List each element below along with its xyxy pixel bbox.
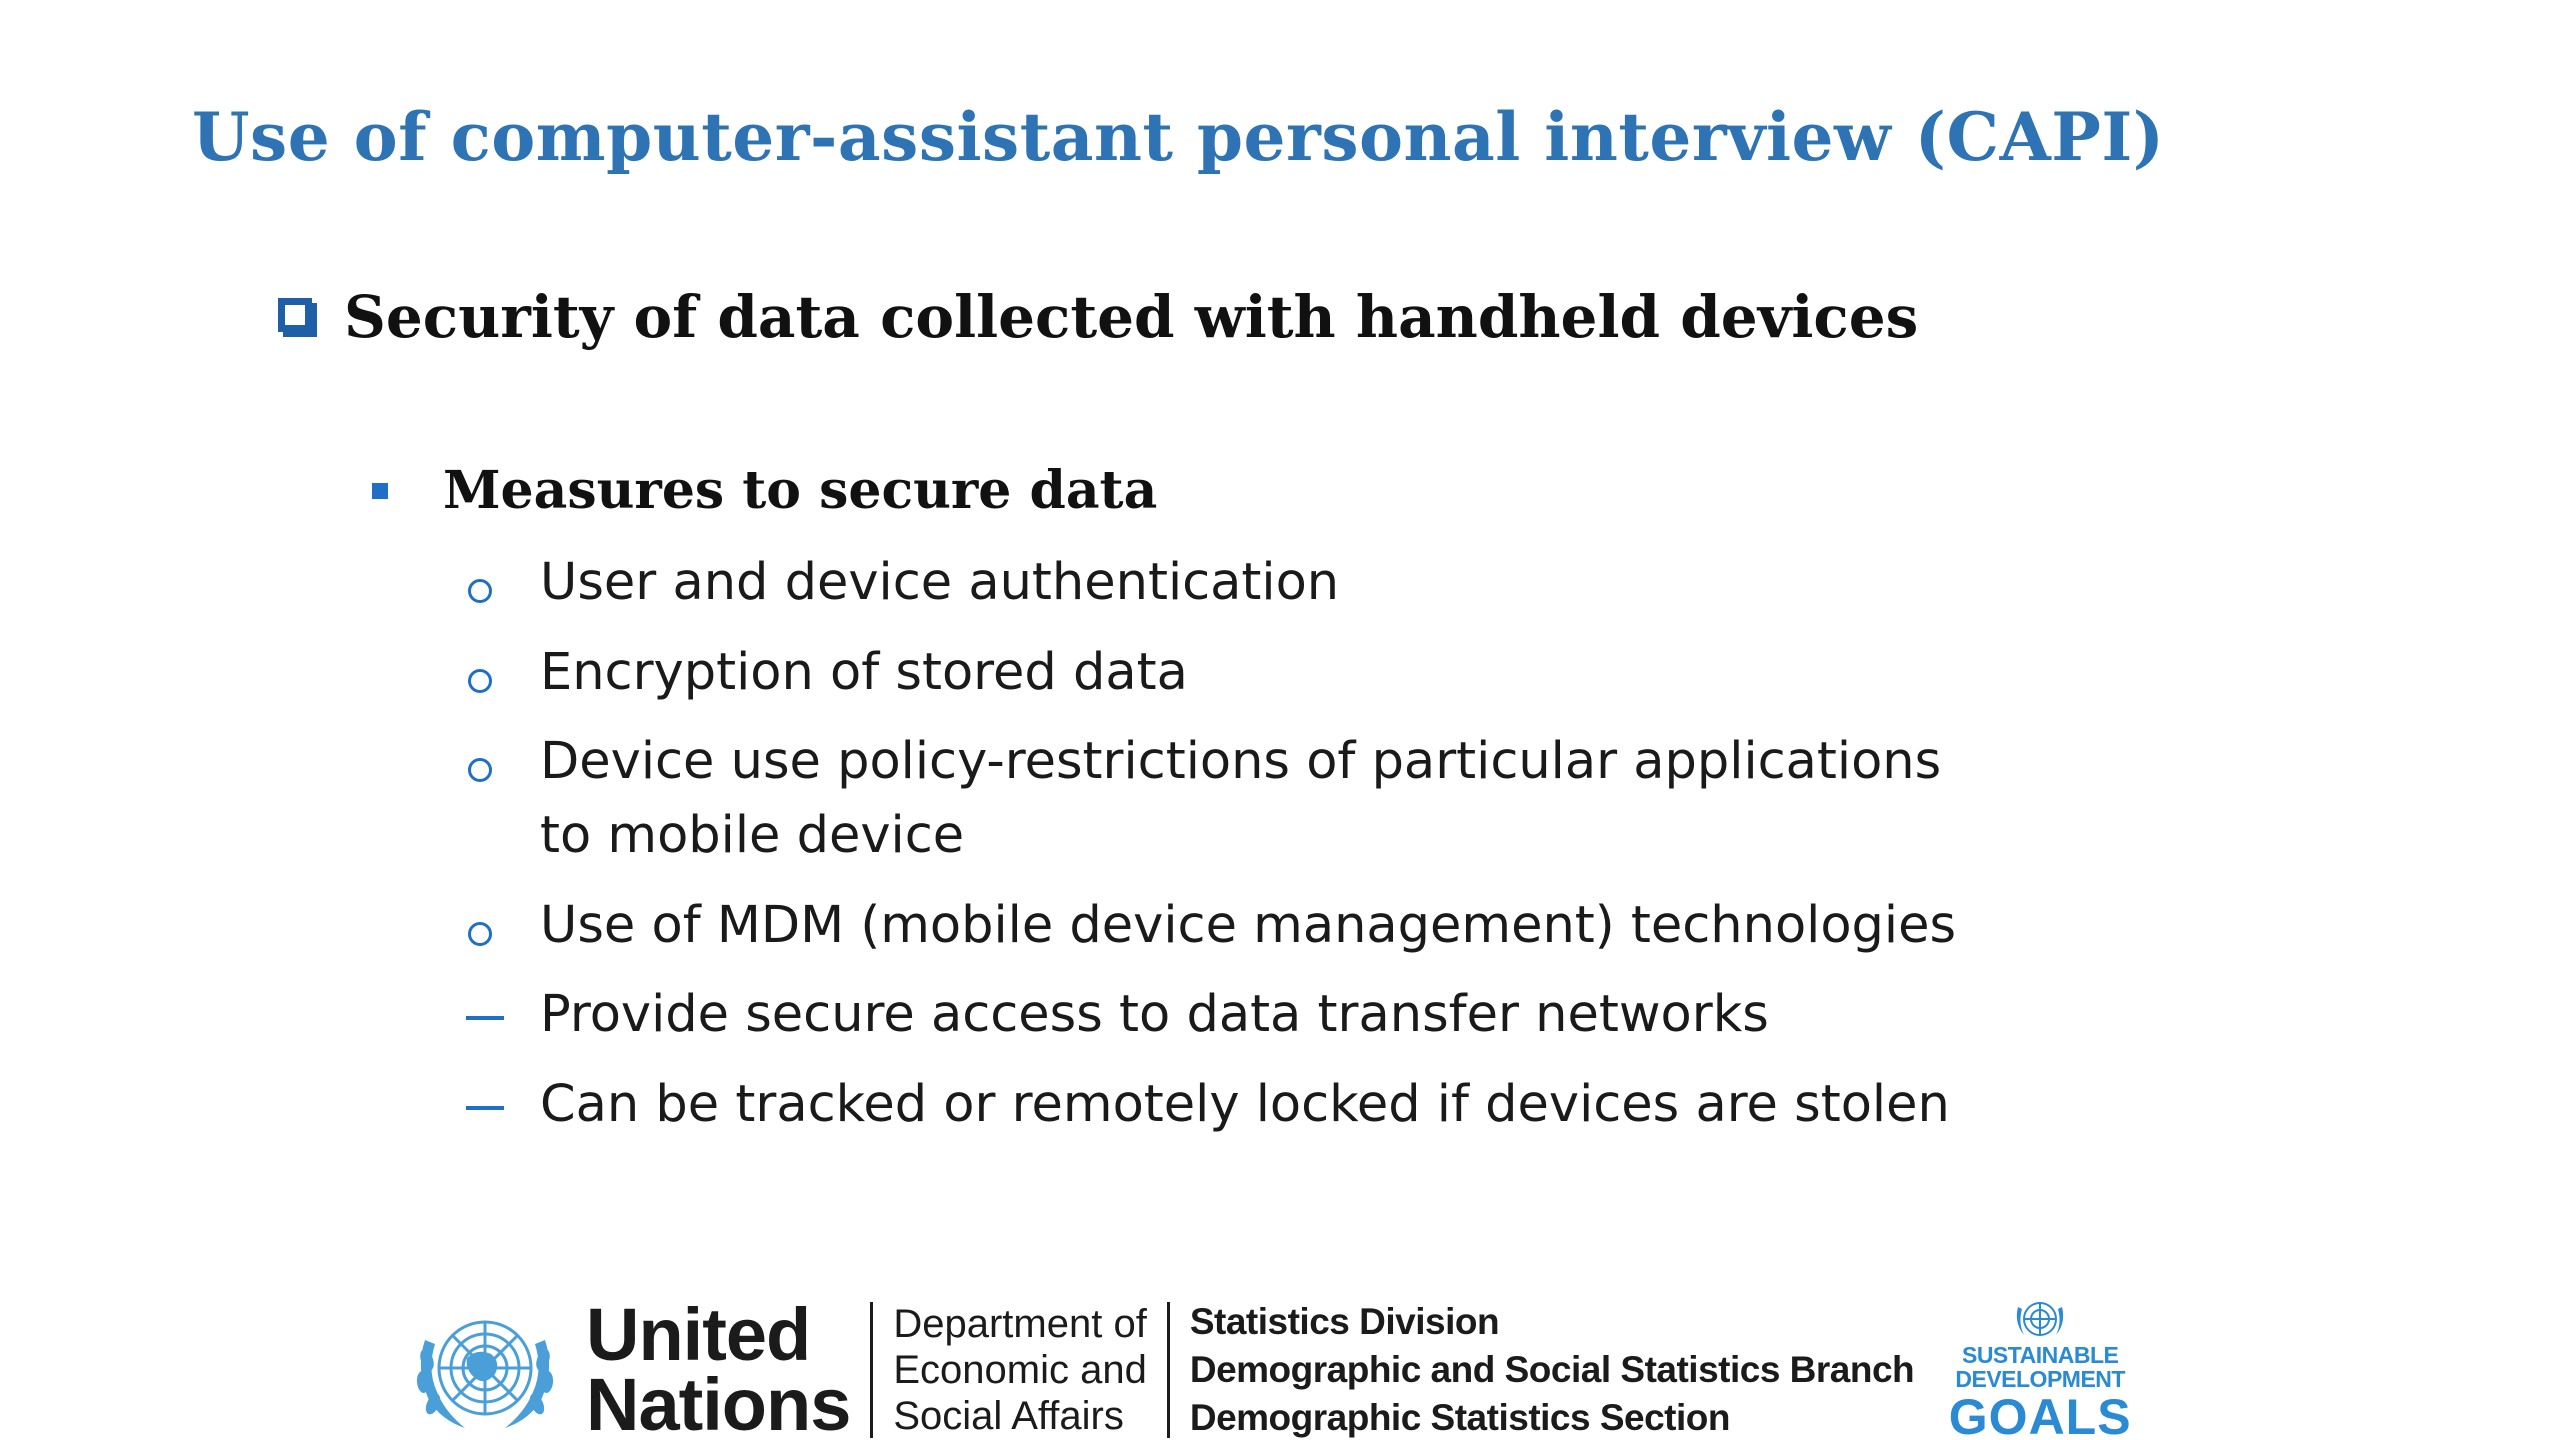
list-item <box>466 733 1960 873</box>
list-item-text: Encryption of stored data <box>540 643 1188 702</box>
hollow-circle-bullet-icon <box>468 922 492 946</box>
divider <box>1167 1302 1170 1438</box>
hollow-circle-bullet-icon <box>468 669 492 693</box>
hollow-circle-bullet-icon <box>468 758 492 782</box>
divider <box>870 1302 873 1438</box>
list-item-text: Provide secure access to data transfer networks <box>540 985 1769 1044</box>
statistics-division-name: Statistics Division Demographic and Social Statistics Branch Demographic Statistics Section <box>1189 1301 1915 1438</box>
list-item <box>466 644 2040 710</box>
hollow-square-bullet-icon <box>278 298 312 332</box>
sdg-logo: SUSTAINABLE DEVELOPMENT GOALS <box>1950 1297 2130 1440</box>
list-item-text: User and device authentication <box>540 553 1340 612</box>
section-heading: Security of data collected with handheld devices <box>344 283 1919 351</box>
subheading-bullet-row <box>372 460 1157 521</box>
list-item <box>466 1076 2240 1142</box>
sdg-emblem-icon <box>2012 1297 2068 1343</box>
dash-bullet-icon <box>466 1106 504 1110</box>
list-item <box>466 554 2040 620</box>
list-item <box>466 897 2240 963</box>
un-emblem-icon <box>404 1300 566 1440</box>
hollow-circle-bullet-icon <box>468 579 492 603</box>
list-item-text: Can be tracked or remotely locked if devices are stolen <box>540 1075 1950 1134</box>
desa-name: Department of Economic and Social Affairs <box>893 1302 1147 1438</box>
list-item-text: Use of MDM (mobile device management) technologies <box>540 896 1957 955</box>
subheading: Measures to secure data <box>443 460 1158 521</box>
footer-logos <box>404 1290 2130 1440</box>
dash-bullet-icon <box>466 1016 504 1020</box>
un-wordmark: United Nations <box>586 1293 851 1440</box>
slide-title: Use of computer-assistant personal interview (CAPI) <box>192 98 2165 176</box>
filled-square-bullet-icon <box>372 483 388 499</box>
heading-bullet-row <box>278 283 1918 351</box>
list-item-text: Device use policy-restrictions of particular applications to mobile device <box>540 732 1942 865</box>
list-item <box>466 986 2240 1052</box>
